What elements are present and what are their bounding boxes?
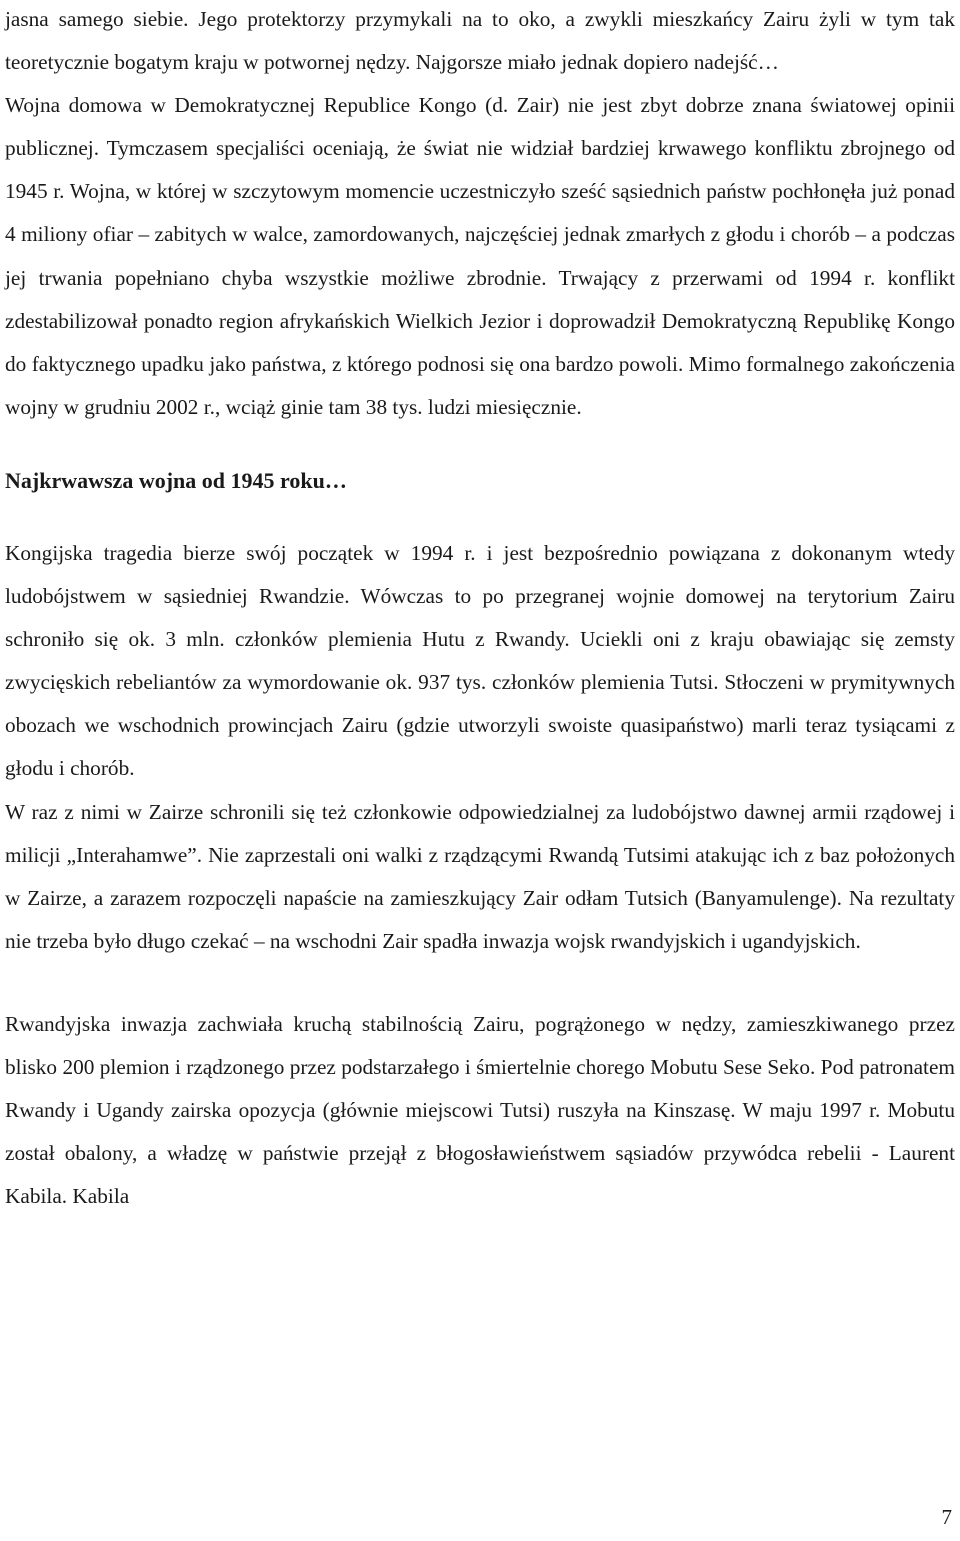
paragraph-origins: Kongijska tragedia bierze swój początek w 1994 r. i jest bezpośrednio powiązana z dokonanym wtedy ludobójstwem w sąsiedniej Rwandzie. Wówczas to po przegranej wojnie domowej na terytorium Zairu schroniło się ok. 3 mln. członków plemienia Hutu z Rwandy. Uciekli oni z kraju obawiając się zemsty zwycięskich rebeliantów za wymordowanie ok. 937 tys. członków plemienia Tutsi. Stłoczeni w prymitywnych obozach we wschodnich prowincjach Zairu (gdzie utworzyli swoiste quasipaństwo) marli teraz tysiącami z głodu i chorób. — [5, 540, 955, 781]
page-number: 7 — [941, 1505, 952, 1529]
section-heading: Najkrwawsza wojna od 1945 roku… — [5, 467, 347, 493]
document-page — [5, 0, 955, 1218]
paragraph-civil-war: Wojna domowa w Demokratycznej Republice Kongo (d. Zair) nie jest zbyt dobrze znana światowej opinii publicznej. Tymczasem specjaliści oceniają, że świat nie widział bardziej krwawego konfliktu zbrojnego od 1945 r. Wojna, w której w szczytowym momencie uczestniczyło sześć sąsiednich państw pochłonęła już ponad 4 miliony ofiar – zabitych w walce, zamordowanych, najczęściej jednak zmarłych z głodu i chorób – a podczas jej trwania popełniano chyba wszystkie możliwe zbrodnie. Trwający z przerwami od 1994 r. konflikt zdestabilizował ponadto region afrykańskich Wielkich Jezior i doprowadził Demokratyczną Republikę Kongo do faktycznego upadku jako państwa, z którego podnosi się ona bardzo powoli. Mimo formalnego zakończenia wojny w grudniu 2002 r., wciąż ginie tam 38 tys. ludzi miesięcznie. — [5, 93, 955, 419]
paragraph-intro: jasna samego siebie. Jego protektorzy przymykali na to oko, a zwykli mieszkańcy Zairu żyli w tym tak teoretycznie bogatym kraju w potwornej nędzy. Najgorsze miało jednak dopiero nadejść… — [5, 7, 955, 75]
paragraph-militias: W raz z nimi w Zairze schronili się też członkowie odpowiedzialnej za ludobójstwo dawnej armii rządowej i milicji „Interahamwe”. Nie zaprzestali oni walki z rządzącymi Rwandą Tutsimi atakując ich z baz położonych w Zairze, a zarazem rozpoczęli napaście na zamieszkujący Zair odłam Tutsich (Banyamulenge). Na rezultaty nie trzeba było długo czekać – na wschodni Zair spadła inwazja wojsk rwandyjskich i ugandyjskich. — [5, 799, 955, 953]
paragraph-invasion: Rwandyjska inwazja zachwiała kruchą stabilnością Zairu, pogrążonego w nędzy, zamieszkiwanego przez blisko 200 plemion i rządzonego przez podstarzałego i śmiertelnie chorego Mobutu Sese Seko. Pod patronatem Rwandy i Ugandy zairska opozycja (głównie miejscowi Tutsi) ruszyła na Kinszasę. W maju 1997 r. Mobutu został obalony, a władzę w państwie przejął z błogosławieństwem sąsiadów przywódca rebelii - Laurent Kabila. Kabila — [5, 1011, 955, 1209]
